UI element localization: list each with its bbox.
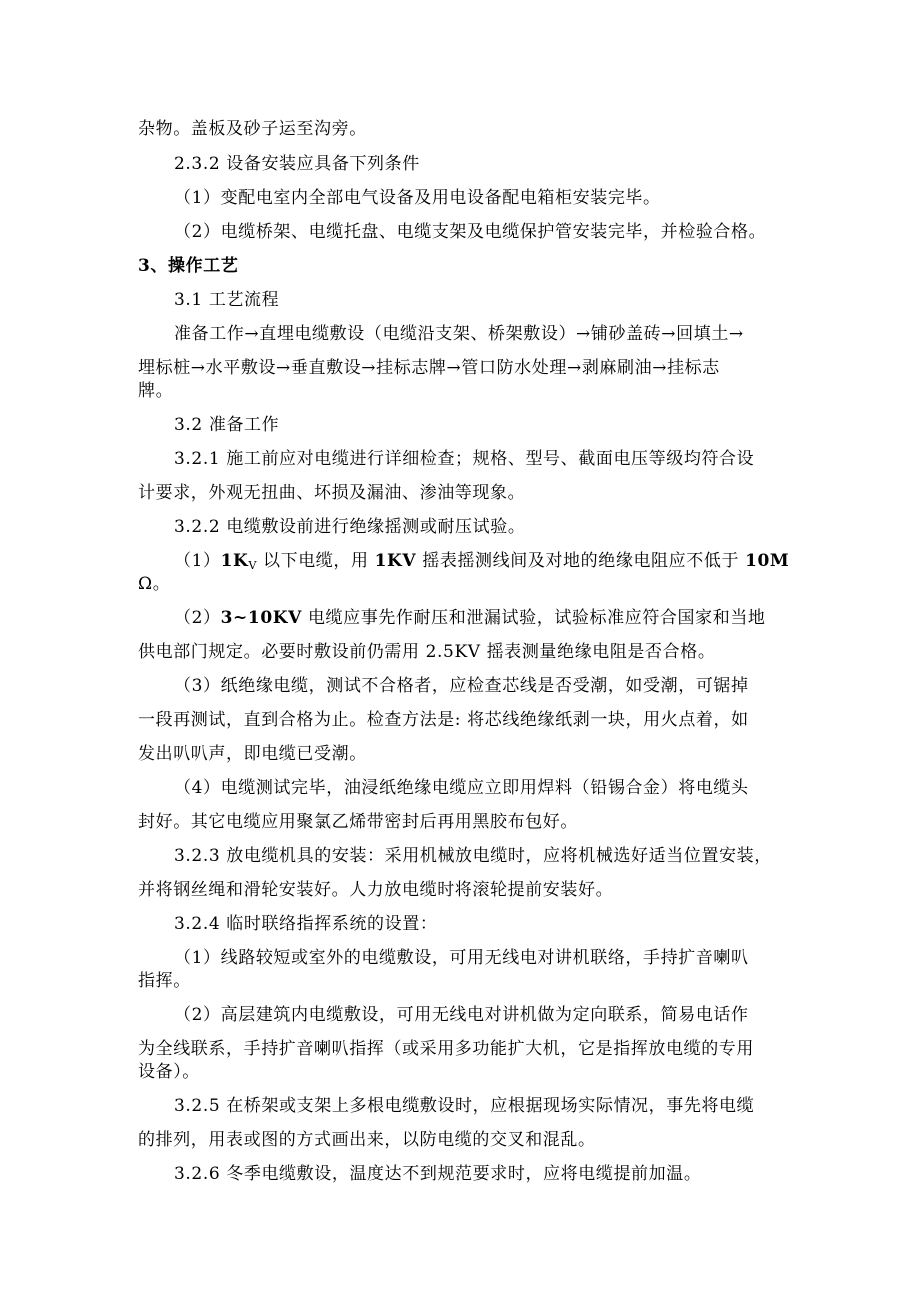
text-line: 一段再测试，直到合格为止。检查方法是: 将芯线绝缘纸剥一块，用火点着，如 (138, 710, 749, 730)
text-line: 3.2.4 临时联络指挥系统的设置： (174, 914, 438, 934)
text-line: 封好。其它电缆应用聚氯乙烯带密封后再用黑胶布包好。 (138, 812, 578, 832)
text-line: 的排列，用表或图的方式画出来，以防电缆的交叉和混乱。 (138, 1130, 596, 1150)
section-heading-3-1: 3.1 工艺流程 (174, 290, 280, 310)
text-span: （2） (174, 608, 221, 628)
text-line: 计要求，外观无扭曲、坏损及漏油、渗油等现象。 (138, 483, 526, 503)
text-span: 电缆应事先作耐压和泄漏试验，试验标准应符合国家和当地 (307, 608, 766, 628)
text-span: 摇表摇测线间及对地的绝缘电阻应不低于 (422, 551, 740, 571)
text-line: 牌。 (138, 381, 174, 401)
text-line: 3.2.1 施工前应对电缆进行详细检查；规格、型号、截面电压等级均符合设 (174, 449, 755, 469)
text-line: 3.2.2 电缆敷设前进行绝缘摇测或耐压试验。 (174, 517, 526, 537)
text-line: （2）电缆桥架、电缆托盘、电缆支架及电缆保护管安装完毕，并检验合格。 (174, 222, 767, 242)
text-line: 3.2.5 在桥架或支架上多根电缆敷设时，应根据现场实际情况，事先将电缆 (174, 1096, 755, 1116)
text-line: 埋标桩→水平敷设→垂直敷设→挂标志牌→管口防水处理→剥麻刷油→挂标志 (138, 358, 720, 378)
text-line: 为全线联系，手持扩音喇叭指挥（或采用多功能扩大机，它是指挥放电缆的专用 (138, 1039, 754, 1059)
text-span: 1K (220, 551, 249, 571)
text-line: 杂物。盖板及砂子运至沟旁。 (138, 119, 367, 139)
text-line: 3.2.3 放电缆机具的安装：采用机械放电缆时，应将机械选好适当位置安装， (174, 846, 772, 866)
text-line: （3）纸绝缘电缆，测试不合格者，应检查芯线是否受潮，如受潮，可锯掉 (174, 676, 749, 696)
text-span: 3~10KV (220, 608, 302, 628)
text-line: （1）变配电室内全部电气设备及用电设备配电箱柜安装完毕。 (174, 188, 661, 208)
text-line: 供电部门规定。必要时敷设前仍需用 2.5KV 摇表测量绝缘电阻是否合格。 (138, 642, 716, 662)
text-span: 10M (745, 551, 790, 571)
text-line: 指挥。 (138, 971, 191, 991)
section-heading-2-3-2: 2.3.2 设备安装应具备下列条件 (174, 154, 420, 174)
text-line: （4）电缆测试完毕，油浸纸绝缘电缆应立即用焊料（铅锡合金）将电缆头 (174, 778, 749, 798)
text-line: 设备）。 (138, 1062, 200, 1082)
text-line (174, 550, 789, 577)
text-line: 3.2.6 冬季电缆敷设，温度达不到规范要求时，应将电缆提前加温。 (174, 1164, 702, 1184)
text-line (174, 607, 766, 629)
text-line: （1）线路较短或室外的电缆敷设，可用无线电对讲机联络，手持扩音喇叭 (174, 948, 749, 968)
section-heading-3-2: 3.2 准备工作 (174, 415, 280, 435)
text-line: 并将钢丝绳和滑轮安装好。人力放电缆时将滚轮提前安装好。 (138, 880, 614, 900)
text-line: 准备工作→直埋电缆敷设（电缆沿支架、桥架敷设）→铺砂盖砖→回填土→ (174, 324, 744, 344)
text-line: （2）高层建筑内电缆敷设，可用无线电对讲机做为定向联系，简易电话作 (174, 1005, 749, 1025)
subscript: V (248, 559, 257, 572)
text-span: 以下电缆，用 (263, 551, 369, 571)
text-line: Ω。 (138, 574, 171, 594)
text-span: （1） (174, 551, 221, 571)
section-heading-3: 3、操作工艺 (138, 256, 239, 276)
text-span: 1KV (374, 551, 417, 571)
text-line: 发出叭叭声，即电缆已受潮。 (138, 744, 367, 764)
